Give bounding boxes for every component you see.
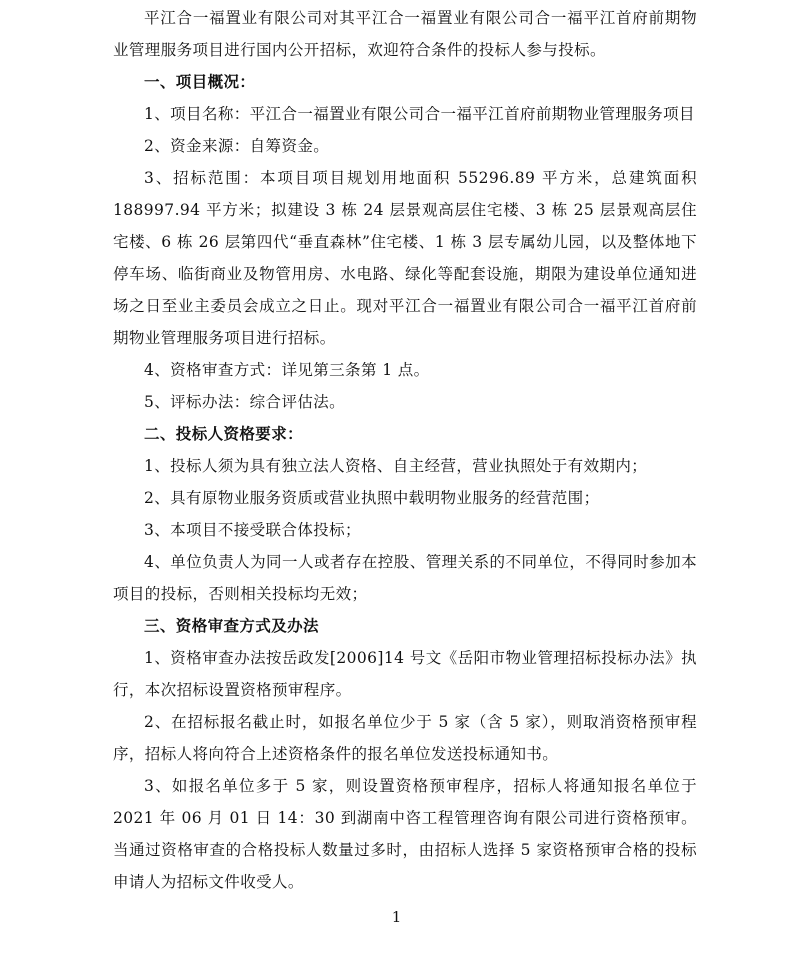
page-number: 1 [391, 908, 402, 926]
requirement-paragraph: 1、投标人须为具有独立法人资格、自主经营，营业执照处于有效期内； [144, 457, 648, 475]
review-paragraph: 3、如报名单位多于 5 家，则设置资格预审程序，招标人将通知报名单位于 2021 年 06 月 01 日 14：30 到湖南中咨工程管理咨询有限公司进行资格预审。当通过资格审查的合格投标人数量过多时，由招标人选择 5 家资格预审合格的投标申请人为招标文件收受人。 [113, 777, 697, 891]
document-body [113, 2, 697, 898]
section-heading-bidder-requirements: 二、投标人资格要求： [144, 424, 304, 443]
project-name-paragraph: 1、项目名称：平江合一福置业有限公司合一福平江首府前期物业管理服务项目 [144, 105, 695, 123]
review-paragraph: 1、资格审查办法按岳政发[2006]14 号文《岳阳市物业管理招标投标办法》执行，本次招标设置资格预审程序。 [113, 649, 697, 699]
fund-source-paragraph: 2、资金来源：自筹资金。 [144, 137, 330, 155]
requirement-paragraph: 3、本项目不接受联合体投标； [144, 521, 361, 539]
intro-paragraph: 平江合一福置业有限公司对其平江合一福置业有限公司合一福平江首府前期物业管理服务项目进行国内公开招标，欢迎符合条件的投标人参与投标。 [113, 9, 697, 59]
requirement-paragraph: 2、具有原物业服务资质或营业执照中载明物业服务的经营范围； [144, 489, 600, 507]
requirement-paragraph: 4、单位负责人为同一人或者存在控股、管理关系的不同单位，不得同时参加本项目的投标，否则相关投标均无效； [113, 553, 697, 603]
evaluation-method-paragraph: 5、评标办法：综合评估法。 [144, 393, 346, 411]
section-heading-project-overview: 一、项目概况： [144, 72, 256, 91]
qualification-method-paragraph: 4、资格审查方式：详见第三条第 1 点。 [144, 361, 430, 379]
review-paragraph: 2、在招标报名截止时，如报名单位少于 5 家（含 5 家），则取消资格预审程序，招标人将向符合上述资格条件的报名单位发送投标通知书。 [113, 713, 697, 763]
tender-scope-paragraph: 3、招标范围：本项目项目规划用地面积 55296.89 平方米，总建筑面积 188997.94 平方米；拟建设 3 栋 24 层景观高层住宅楼、3 栋 25 层景观高层住宅楼、6 栋 26 层第四代“垂直森林”住宅楼、1 栋 3 层专属幼儿园，以及整体地下停车场、临街商业及物管用房、水电路、绿化等配套设施，期限为建设单位通知进场之日至业主委员会成立之日止。现对平江合一福置业有限公司合一福平江首府前期物业管理服务项目进行招标。 [113, 169, 697, 347]
section-heading-qualification-review: 三、资格审查方式及办法 [144, 616, 319, 635]
